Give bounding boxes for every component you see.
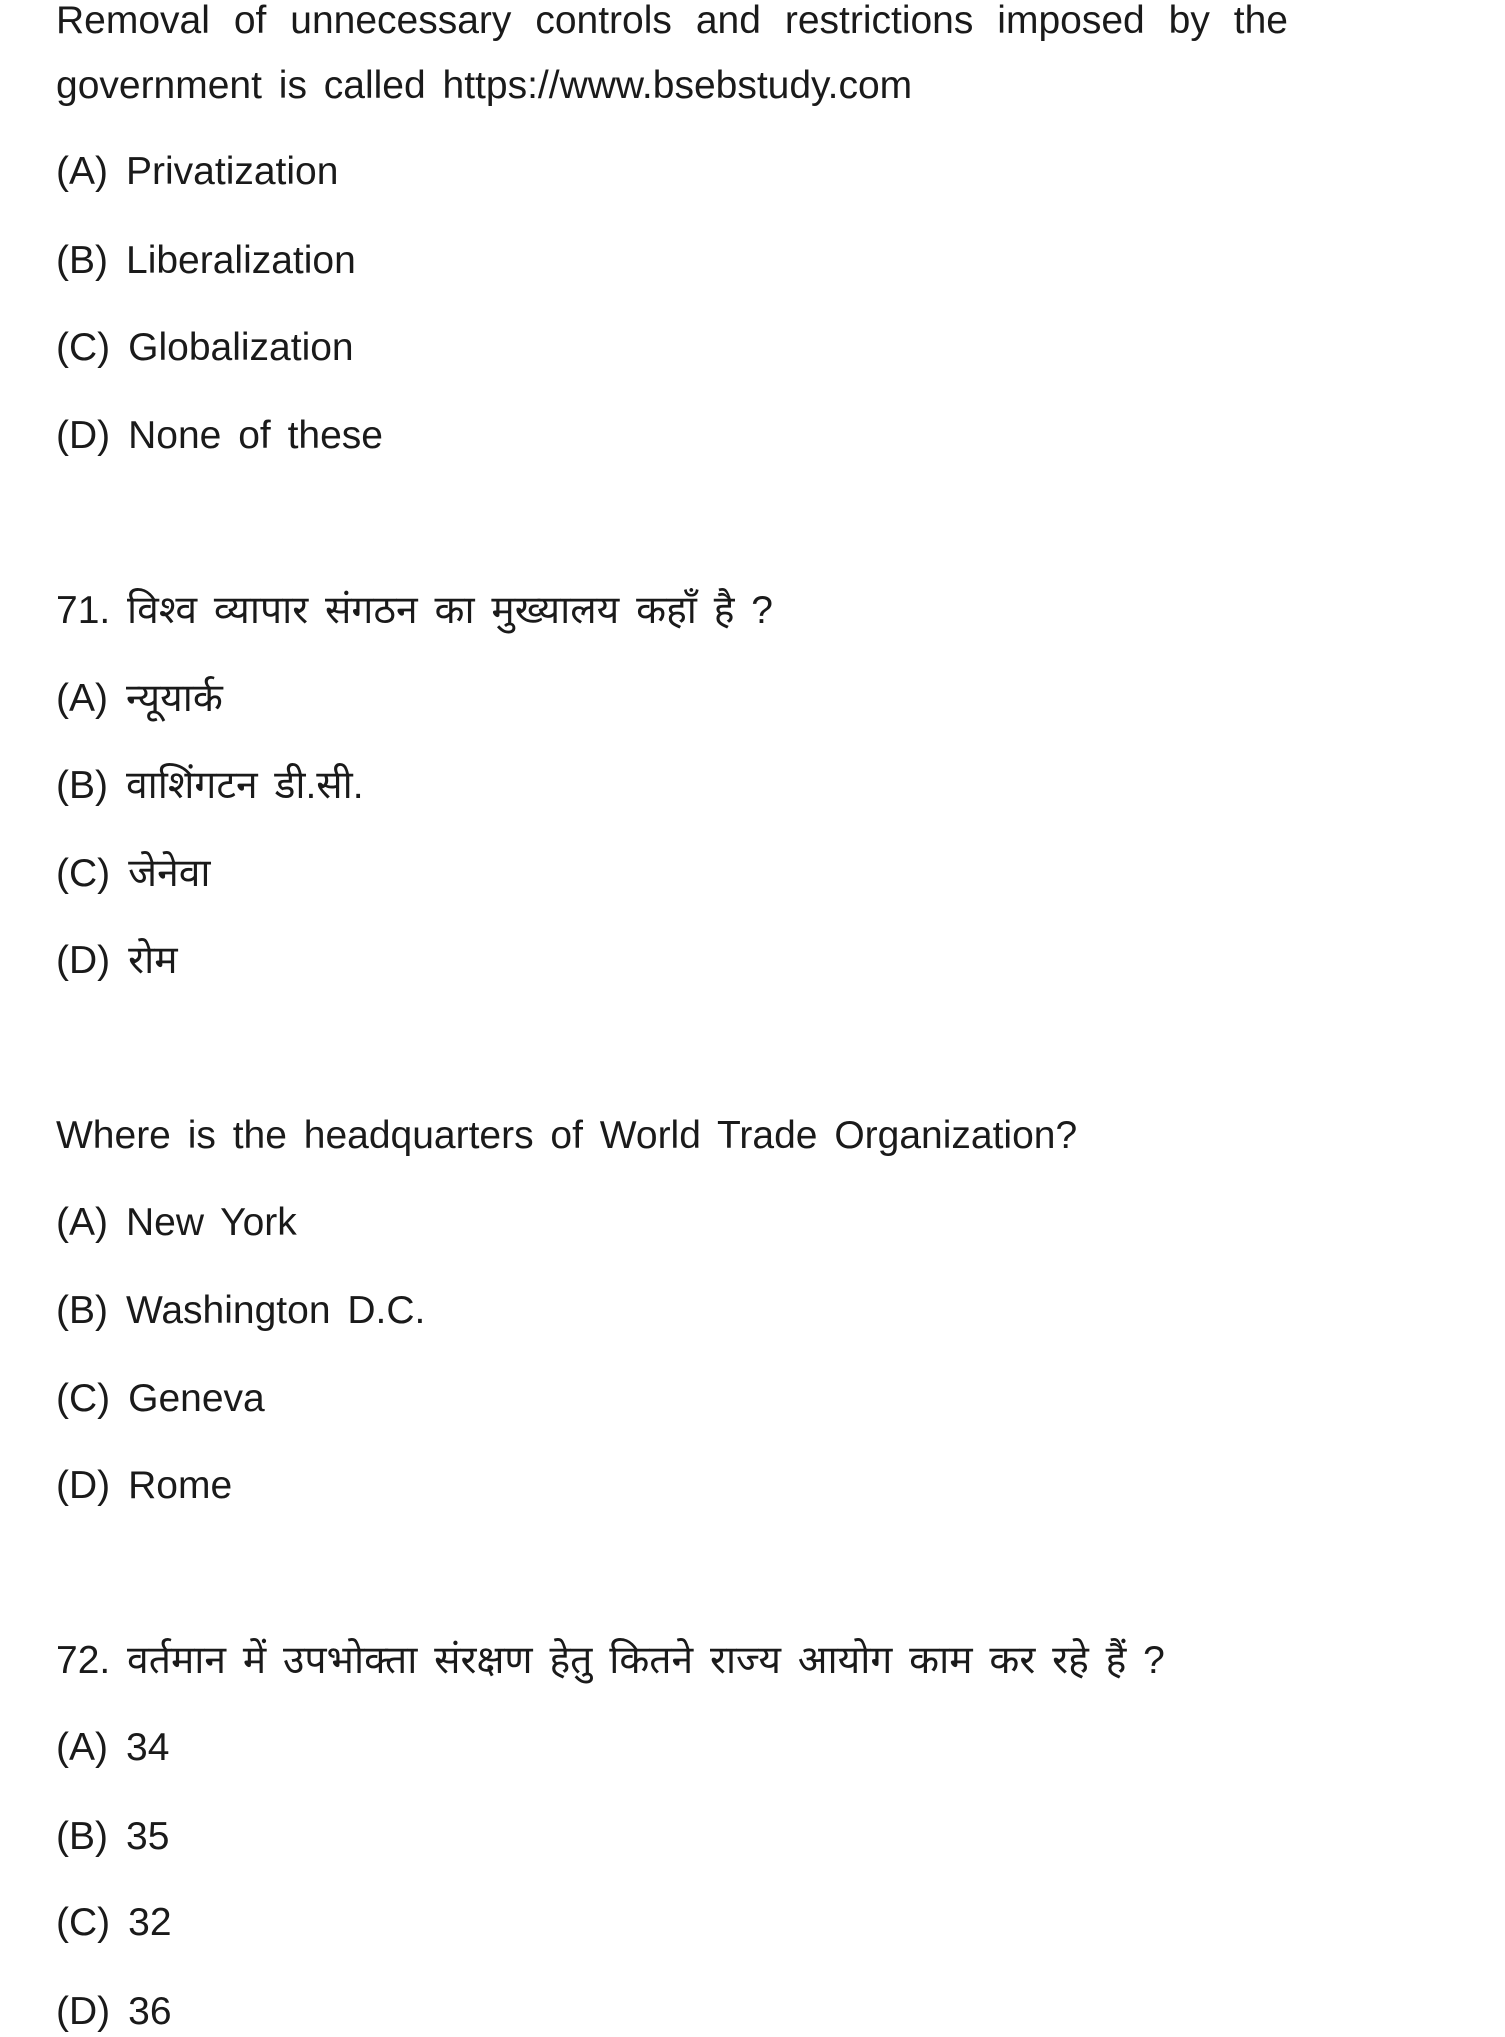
question-text: Removal of unnecessary controls and restrictions imposed by the — [56, 0, 1288, 42]
option-text: None of these — [128, 414, 383, 457]
option-label: (C) — [56, 852, 111, 895]
option-label: (A) — [56, 677, 108, 720]
option-d — [56, 936, 178, 986]
question-text: Where is the headquarters of World Trade Organization? — [56, 1114, 1078, 1157]
option-label: (D) — [56, 939, 111, 982]
option-text: Washington D.C. — [126, 1289, 426, 1332]
option-label: (D) — [56, 1990, 111, 2033]
option-label: (D) — [56, 414, 111, 457]
question-text: government is called https://www.bsebstudy.com — [56, 64, 913, 107]
option-d — [56, 1987, 172, 2037]
option-text: 35 — [126, 1815, 170, 1858]
question-text: 71. विश्व व्यापार संगठन का मुख्यालय कहाँ है ? — [56, 589, 773, 632]
option-a — [56, 1198, 297, 1248]
option-c — [56, 323, 354, 373]
option-text: जेनेवा — [128, 852, 211, 895]
option-label: (B) — [56, 1289, 108, 1332]
option-text: रोम — [128, 939, 178, 982]
option-label: (C) — [56, 1901, 111, 1944]
option-label: (D) — [56, 1464, 111, 1507]
option-a — [56, 1723, 169, 1773]
option-b — [56, 761, 364, 811]
option-label: (A) — [56, 1726, 108, 1769]
option-d — [56, 1461, 232, 1511]
option-text: 36 — [128, 1990, 172, 2033]
option-label: (B) — [56, 239, 108, 282]
option-b — [56, 236, 356, 286]
option-label: (C) — [56, 326, 111, 369]
option-text: New York — [126, 1201, 297, 1244]
option-c — [56, 849, 211, 899]
option-c — [56, 1374, 265, 1424]
option-text: 32 — [128, 1901, 172, 1944]
option-b — [56, 1812, 169, 1862]
option-label: (B) — [56, 1815, 108, 1858]
option-text: न्यूयार्क — [126, 677, 223, 720]
option-c — [56, 1898, 172, 1948]
option-text: Globalization — [128, 326, 354, 369]
option-text: Rome — [128, 1464, 233, 1507]
option-text: Privatization — [126, 150, 339, 193]
option-label: (C) — [56, 1377, 111, 1420]
option-a — [56, 674, 223, 724]
option-text: 34 — [126, 1726, 170, 1769]
option-label: (A) — [56, 150, 108, 193]
option-text: Liberalization — [126, 239, 356, 282]
option-a — [56, 147, 338, 197]
option-label: (A) — [56, 1201, 108, 1244]
option-b — [56, 1286, 425, 1336]
option-text: वाशिंगटन डी.सी. — [126, 764, 364, 807]
option-d — [56, 411, 383, 461]
option-text: Geneva — [128, 1377, 265, 1420]
question-text: 72. वर्तमान में उपभोक्ता संरक्षण हेतु कितने राज्य आयोग काम कर रहे हैं ? — [56, 1639, 1165, 1682]
option-label: (B) — [56, 764, 108, 807]
